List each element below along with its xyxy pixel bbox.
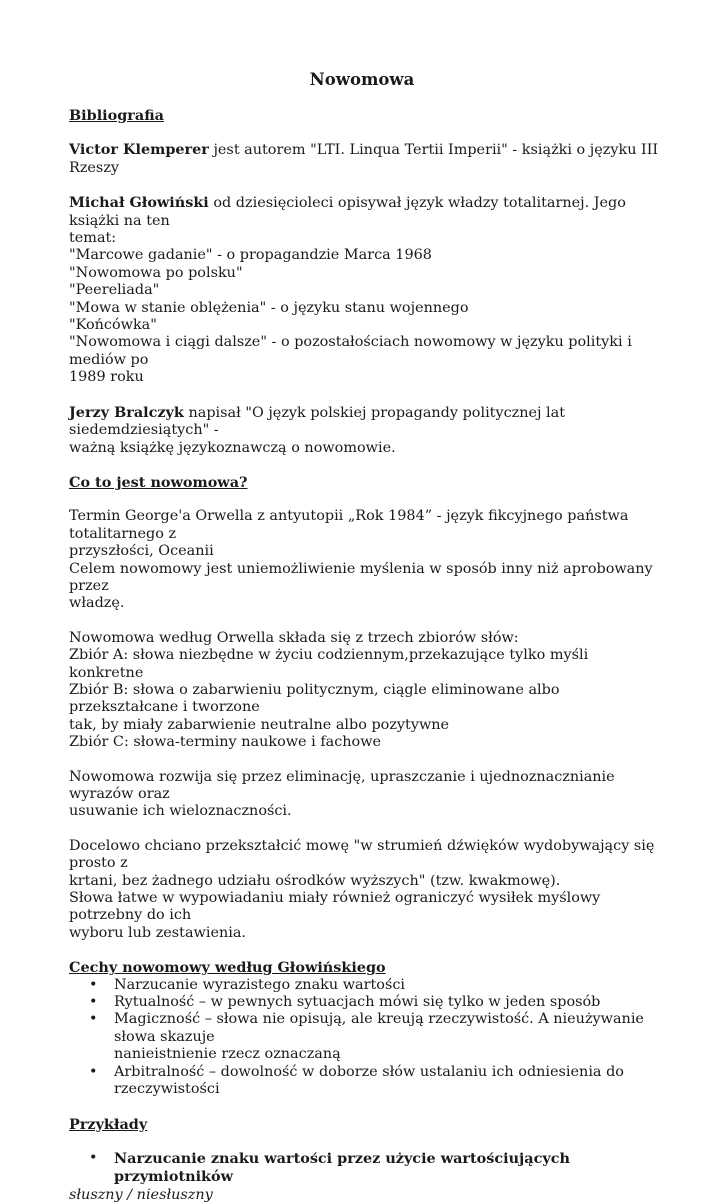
paragraph-line: Zbiór B: słowa o zabarwieniu politycznym, ciągle eliminowane albo przekształcane i tworzone [69,681,560,716]
paragraph-cel [69,838,659,942]
list-item: • Arbitralność – dowolność w doborze słów ustalaniu ich odniesienia do rzeczywistości [69,1064,659,1099]
cechy-list [69,977,659,1099]
paragraph-text: ważną książkę językoznawczą o nowomowie. [69,439,396,456]
paragraph-line: władzę. [69,595,125,612]
paragraph-line: przyszłości, Oceanii [69,543,214,560]
paragraph-text: temat: [69,230,117,247]
book-title: "Nowomowa po polsku" [69,264,243,281]
paragraph-text: napisał "O język polskiej propagandy politycznej lat siedemdziesiątych" - [69,404,566,439]
author-name: Victor Klemperer [69,141,209,159]
author-name: Michał Głowiński [69,194,209,212]
paragraph-line: Docelowo chciano przekształcić mowę "w strumień dźwięków wydobywający się prosto z [69,837,655,872]
book-title: 1989 roku [69,369,144,386]
paragraph-line: Nowomowa rozwija się przez eliminację, upraszczanie i ujednoznacznianie wyrazów oraz [69,768,615,802]
book-title: "Peereliada" [69,282,160,299]
book-title: "Końcówka" [69,317,157,334]
document-body [69,107,659,1204]
paragraph-definicja [69,508,659,612]
paragraph-line: Termin George'a Orwella z antyutopii „Rok 1984” - język fikcyjnego państwa totalitarnego z [69,508,629,542]
paragraph-line: Zbiór C: słowa-terminy naukowe i fachowe [69,734,382,751]
paragraph-rozwoj [69,769,659,821]
list-item: • Narzucanie wyrazistego znaku wartości [69,977,659,994]
book-title: "Mowa w stanie oblężenia" - o języku stanu wojennego [69,299,469,316]
section-heading-przyklady: Przykłady [69,1115,148,1133]
book-title: "Marcowe gadanie" - o propagandzie Marca 1968 [69,247,432,264]
paragraph-zbiory [69,630,659,752]
section-heading-cechy: Cechy nowomowy według Głowińskiego [69,959,386,977]
paragraph-text: jest autorem "LTI. Linqua Tertii Imperii" - książki o języku III Rzeszy [69,142,659,176]
list-item: • Magiczność – słowa nie opisują, ale kreują rzeczywistość. A nieużywanie słowa skazuje nanieistnienie rzecz oznaczaną [69,1011,659,1063]
list-item: • Rytualność – w pewnych sytuacjach mówi się tylko w jeden sposób [69,994,659,1011]
section-heading-definicja: Co to jest nowomowa? [69,473,248,491]
paragraph-line: Nowomowa według Orwella składa się z trzech zbiorów słów: [69,629,519,646]
paragraph-line: Słowa łatwe w wypowiadaniu miały również ograniczyć wysiłek myślowy potrzebny do ich [69,890,601,924]
paragraph-bralczyk [69,404,659,457]
paragraph-line: tak, by miały zabarwienie neutralne albo pozytywne [69,716,450,733]
document-title: Nowomowa [309,70,415,89]
author-name: Jerzy Bralczyk [69,403,184,421]
section-heading-bibliografia: Bibliografia [69,107,164,124]
paragraph-line: krtani, bez żadnego udziału ośrodków wyższych" (tzw. kwakmowę). [69,872,561,889]
paragraph-klemperer [69,141,659,177]
example-text: słuszny / niesłuszny [69,1186,213,1203]
list-item: • Narzucanie znaku wartości przez użycie wartościujących przymiotników [69,1150,659,1187]
paragraph-text: od dziesięcioleci opisywał język władzy totalitarnej. Jego książki na ten [69,195,626,229]
book-title: "Nowomowa i ciągi dalsze" - o pozostałościach nowomowy w języku polityki i mediów po [69,334,632,368]
paragraph-line: Zbiór A: słowa niezbędne w życiu codziennym,przekazujące tylko myśli konkretne [69,647,589,681]
paragraph-line: wyboru lub zestawienia. [69,924,247,941]
paragraph-line: Celem nowomowy jest uniemożliwienie myślenia w sposób inny niż aprobowany przez [69,560,653,594]
przyklady-list [69,1150,659,1187]
paragraph-line: usuwanie ich wieloznaczności. [69,803,292,820]
paragraph-glowinski [69,194,659,386]
